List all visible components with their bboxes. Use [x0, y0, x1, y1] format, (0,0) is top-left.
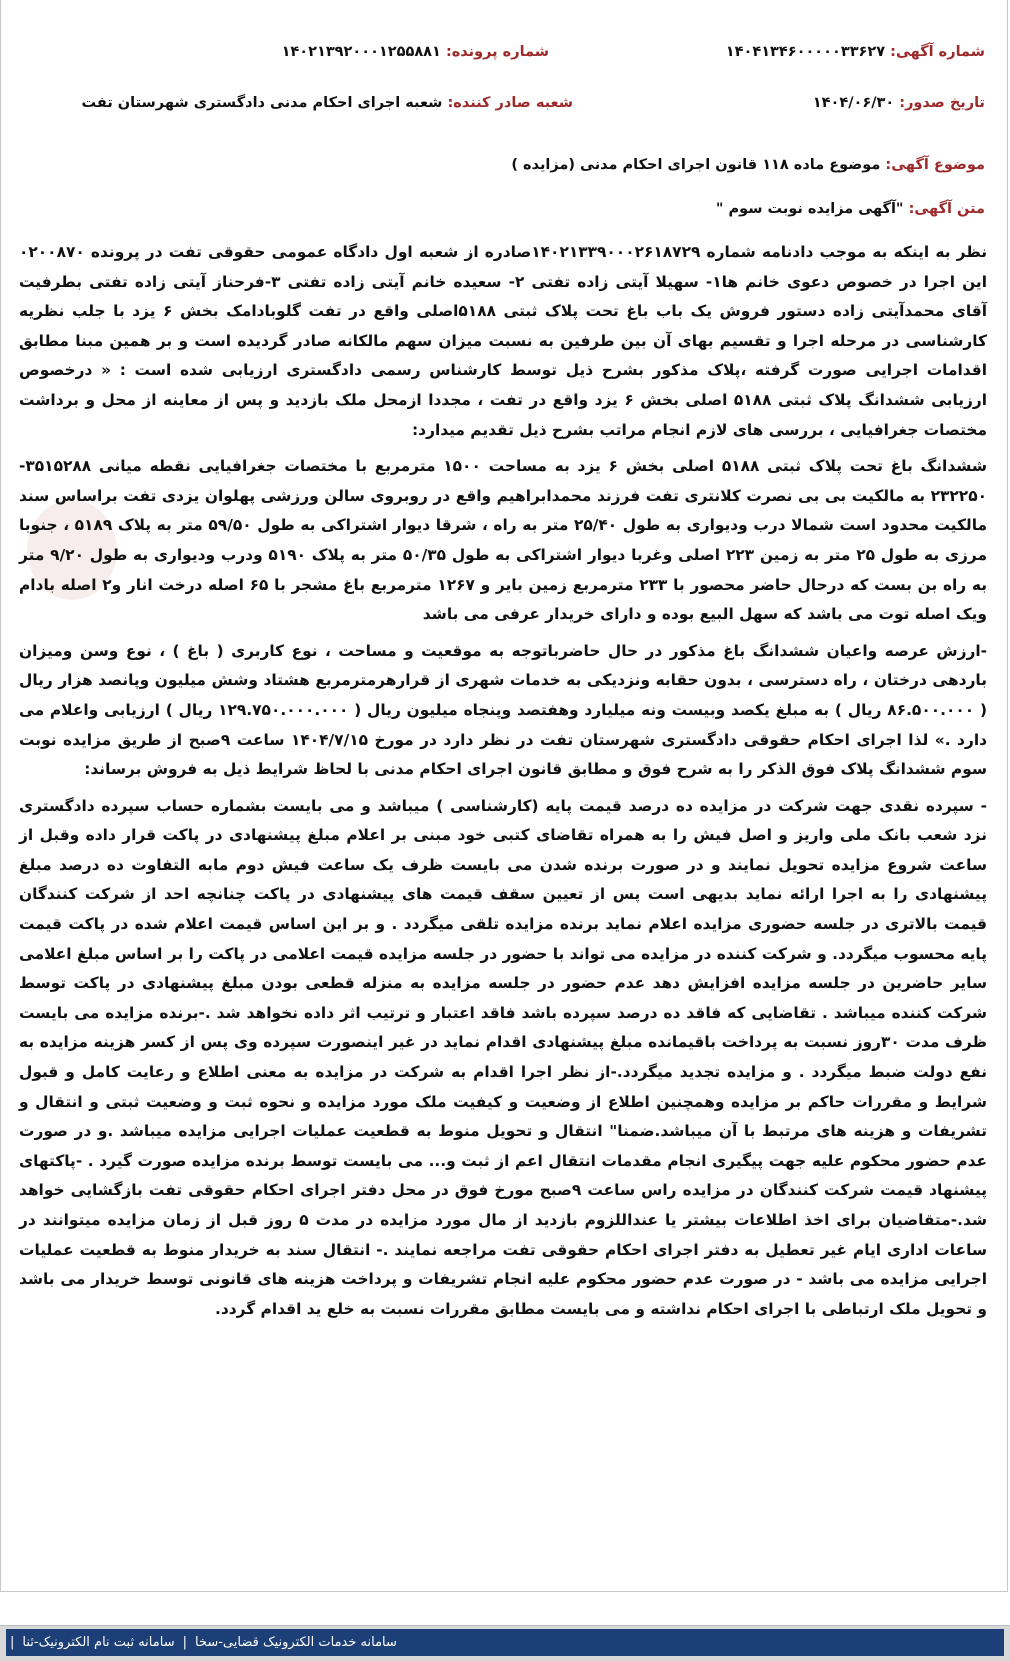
footer-separator: | [182, 1635, 187, 1650]
case-number-label: شماره پرونده: [445, 44, 549, 60]
notice-number-row [726, 44, 985, 60]
notice-number-label: شماره آگهی: [890, 44, 985, 60]
footer [0, 1625, 1010, 1661]
issuer: شعبه اجرای احکام مدنی دادگستری شهرستان تفت [81, 95, 443, 111]
body-paragraph-valuation: -ارزش عرصه واعیان ششدانگ باغ مذکور در حال حاضرباتوجه به موقعیت و مساحت ، نوع کاربری ( باغ ) ، نوع وسن ومیزان باردهی درختان ، راه دسترسی ، بدون حقابه ونزدیکی به خدمات شهری از قرارهرمترمربع هشتاد وشش میلیون وپانصد هزار ریال ( ۸۶.۵۰۰.۰۰۰ ریال ) به مبلغ یکصد وبیست ونه میلیارد وهفتصد وپنجاه میلیون ریال ( ۱۲۹.۷۵۰.۰۰۰.۰۰۰ ریال ) ارزیابی واعلام می دارد .» لذا اجرای احکام حقوقی دادگستری شهرستان تفت در نظر دارد در مورخ ۱۴۰۴/۷/۱۵ ساعت ۹صبح از طریق مزایده نوبت سوم ششدانگ پلاک فوق الذکر را به شرح فوق و مطابق قانون اجرای احکام مدنی با لحاظ شرایط ذیل به فروش برساند: [19, 641, 987, 779]
issuer-label: شعبه صادر کننده: [447, 95, 573, 111]
issue-date-label: تاریخ صدور: [899, 95, 985, 111]
subject: موضوع ماده ۱۱۸ قانون اجرای احکام مدنی (مزایده ) [511, 157, 881, 173]
footer-separator-end: | [10, 1635, 15, 1650]
text-title-row [716, 201, 985, 217]
case-number-row [282, 44, 549, 60]
notice-body [19, 238, 987, 1331]
issuer-row [82, 95, 573, 111]
body-paragraph-property: ششدانگ باغ تحت پلاک ثبتی ۵۱۸۸ اصلی بخش ۶ یزد به مساحت ۱۵۰۰ مترمربع با مختصات جغرافیایی نقطه میانی ۳۵۱۵۲۸۸- ۲۳۲۲۵۰ به مالکیت بی بی نصرت کلانتری تفت فرزند محمدابراهیم واقع در روبروی سالن ورزشی پهلوان یزدی تفت براساس سند مالکیت محدود است شمالا درب ودیواری به طول ۲۵/۴۰ متر به راه ، شرقا دیوار اشتراکی به طول ۵۹/۵۰ متر به پلاک ۵۱۸۹ ، جنوبا مرزی به طول ۲۵ متر به زمین ۲۲۳ اصلی وغربا دیوار اشتراکی به طول ۵۰/۳۵ متر به پلاک ۵۱۹۰ ودرب ودیواری به طول ۹/۲۰ متر به راه بن بست که درحال حاضر محصور با ۲۳۳ مترمربع زمین بایر و ۱۲۶۷ مترمربع باغ مشجر با ۶۵ اصله درخت انار و۲ اصله بادام ویک اصله توت می باشد که سهل البیع بوده و دارای خریدار عرفی می باشد [19, 457, 988, 624]
footer-bar [6, 1629, 1004, 1656]
notice-number: ۱۴۰۴۱۳۴۶۰۰۰۰۰۳۳۶۲۷ [725, 44, 886, 60]
issue-date: ۱۴۰۴/۰۶/۳۰ [812, 95, 895, 111]
footer-link-sana[interactable]: سامانه ثبت نام الکترونیک-ثنا [22, 1635, 175, 1650]
subject-row [511, 157, 985, 173]
text-label: متن آگهی: [908, 201, 985, 217]
subject-label: موضوع آگهی: [885, 157, 985, 173]
body-paragraph-intro: نظر به اینکه به موجب دادنامه شماره ۱۴۰۲۱۳۳۹۰۰۰۲۶۱۸۷۲۹صادره از شعبه اول دادگاه عمومی حقوقی تفت در پرونده ۰۲۰۰۸۷۰ این اجرا در خصوص دعوی خانم ها۱- سهیلا آیتی زاده تفتی ۲- سعیده خانم آیتی زاده تفتی ۳-فرحناز آیتی زاده تفتی بطرفیت آقای محمدآیتی زاده دستور فروش یک باب باغ تحت پلاک ثبتی ۵۱۸۸اصلی واقع در تفت گلوبادامک بخش ۶ یزد با جلب نظریه کارشناسی در مرحله اجرا و تقسیم بهای آن بین طرفین به نسبت میزان سهم مالکانه صادر گردیده است و بر همین مبنا مطابق اقدامات اجرایی صورت گرفته ،پلاک مذکور بشرح ذیل توسط کارشناس رسمی دادگستری ارزیابی شده است : « درخصوص ارزیابی ششدانگ پلاک ثبتی ۵۱۸۸ اصلی بخش ۶ یزد واقع در تفت ، مجددا ازمحل ملک بازدید و پس از معاینه از محل و برداشت مختصات جغرافیایی ، بررسی های لازم انجام مراتب بشرح ذیل تقدیم میدارد: [19, 243, 987, 439]
text-title: "آگهی مزایده نوبت سوم " [715, 201, 904, 217]
footer-link-sakha[interactable]: سامانه خدمات الکترونیک قضایی-سخا [194, 1635, 397, 1650]
case-number: ۱۴۰۲۱۳۹۲۰۰۰۱۲۵۵۸۸۱ [281, 44, 441, 60]
issue-date-row [813, 95, 985, 111]
body-paragraph-conditions: - سپرده نقدی جهت شرکت در مزایده ده درصد قیمت پایه (کارشناسی ) میباشد و می بایست بشماره حساب سپرده دادگستری نزد شعب بانک ملی واریز و اصل فیش را به همراه تقاضای کتبی خود مبنی بر اعلام مبلغ پیشنهادی در پاکت قرار داده وقبل از ساعت شروع مزایده تحویل نمایند و در صورت برنده شدن می بایست ظرف یک ساعت فیش دوم مابه التفاوت ده درصد مبلغ پیشنهادی را به اجرا ارائه نماید بدیهی است پس از تعیین سقف قیمت های پیشنهادی در پاکت چنانچه احد از شرکت کنندگان قیمت بالاتری در جلسه حضوری مزایده اعلام نماید برنده مزایده تلقی میگردد . و بر این اساس قیمت اعلام شده در پاکت قیمت پایه محسوب میگردد. و شرکت کننده در مزایده می تواند با حضور در جلسه مزایده قیمت اعلامی در پاکت را بر اساس مبلغ اعلامی سایر حاضرین در جلسه مزایده افزایش دهد عدم حضور در جلسه مزایده به منزله قطعی بودن مبلغ پیشنهادی در پاکت توسط شرکت کننده میباشد . تقاضایی که فاقد ده درصد سپرده باشد فاقد اعتبار و ترتیب اثر داده نخواهد شد .-برنده مزایده می بایست ظرف مدت ۳۰روز نسبت به پرداخت باقیمانده مبلغ پیشنهادی اقدام نماید در غیر اینصورت سپرده وی پس از کسر هزینه مزایده به نفع دولت ضبط میگردد . و مزایده تجدید میگردد.-از نظر اجرا اقدام به شرکت در مزایده به معنی اطلاع و رعایت کامل و قبول شرایط و مقررات حاکم بر مزایده وهمچنین اطلاع از وضعیت و کیفیت ملک مورد مزایده و نحوه ثبت و وضعیت ثبتی و انتقال و تشریفات و هزینه های مرتبط با آن میباشد.ضمنا" انتقال و تحویل منوط به قطعیت عملیات اجرایی مزایده میباشد .و در صورت عدم حضور محکوم علیه جهت پیگیری انجام مقدمات انتقال اعم از ثبت و... می بایست توسط برنده مزایده صورت گیرد . -پاکتهای پیشنهاد قیمت شرکت کنندگان در مزایده راس ساعت ۹صبح مورخ فوق در محل دفتر اجرای احکام حقوقی تفت بازگشایی خواهد شد.-متقاضیان برای اخذ اطلاعات بیشتر یا عنداللزوم بازدید از مال مورد مزایده در مدت ۵ روز قبل از زمان مزایده میتوانند در ساعات اداری ایام غیر تعطیل به دفتر اجرای احکام حقوقی تفت مراجعه نمایند .- انتقال سند به خریدار منوط به قطعیت عملیات اجرایی مزایده می باشد - در صورت عدم حضور محکوم علیه انجام تشریفات و پرداخت هزینه های قانونی توسط خریدار می باشد و تحویل ملک ارتباطی با اجرای احکام نداشته و می بایست مطابق مقررات نسبت به خلع ید اقدام گردد. [19, 796, 988, 1318]
